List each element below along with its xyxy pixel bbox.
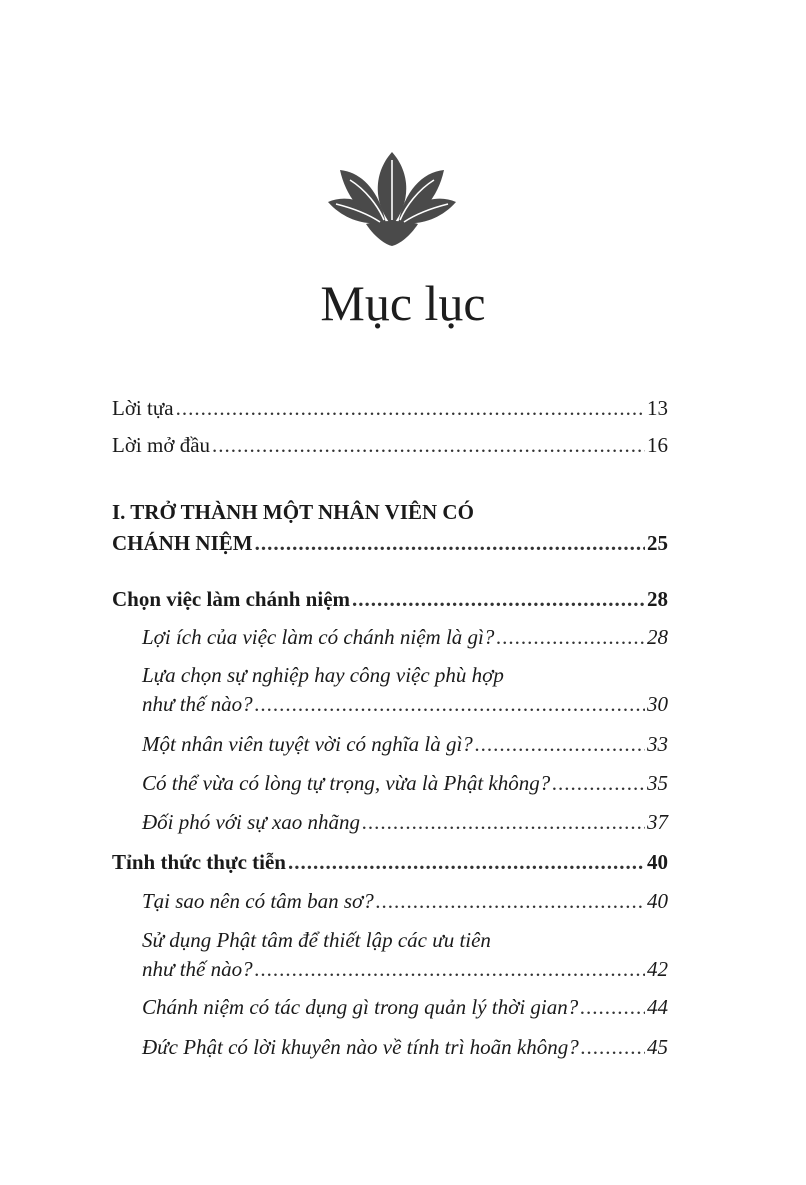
toc-item-label: Đối phó với sự xao nhãng <box>142 810 361 834</box>
toc-entry-label: Lời mở đầu <box>112 433 211 457</box>
toc-section-title: Chọn việc làm chánh niệm <box>112 587 351 611</box>
dot-leader <box>376 886 645 916</box>
toc-page-number: 42 <box>647 957 668 981</box>
toc-page-number: 30 <box>647 692 668 716</box>
toc-item-line2: như thế nào? <box>142 692 253 716</box>
toc-section-practical-awareness[interactable] <box>112 847 668 877</box>
toc-part-title-line2: CHÁNH NIỆM <box>112 531 253 555</box>
toc-item-label: Đức Phật có lời khuyên nào về tính trì hoãn không? <box>142 1035 579 1059</box>
toc-item-label: Lợi ích của việc làm có chánh niệm là gì? <box>142 625 495 649</box>
toc-page-number: 37 <box>647 810 668 834</box>
toc-item-label: Chánh niệm có tác dụng gì trong quản lý thời gian? <box>142 995 579 1019</box>
toc-page-number: 25 <box>647 531 668 555</box>
toc-item[interactable] <box>142 886 668 916</box>
toc-page-number: 13 <box>647 396 668 420</box>
toc-entry-foreword[interactable] <box>112 393 668 423</box>
toc-item[interactable] <box>142 807 668 837</box>
lotus-icon <box>326 150 458 248</box>
dot-leader <box>255 954 645 984</box>
toc-item-label: Tại sao nên có tâm ban sơ? <box>142 889 374 913</box>
toc-page-number: 33 <box>647 732 668 756</box>
dot-leader <box>362 807 645 837</box>
dot-leader <box>352 584 645 614</box>
dot-leader <box>288 847 645 877</box>
toc-item-line1[interactable]: Sử dụng Phật tâm để thiết lập các ưu tiên <box>142 928 491 952</box>
toc-page-number: 16 <box>647 433 668 457</box>
dot-leader <box>475 729 645 759</box>
dot-leader <box>255 689 645 719</box>
toc-entry-label: Lời tựa <box>112 396 174 420</box>
page-title: Mục lục <box>320 275 486 331</box>
dot-leader <box>212 430 645 460</box>
toc-item-line2: như thế nào? <box>142 957 253 981</box>
toc-page-number: 40 <box>647 889 668 913</box>
toc-item[interactable] <box>142 729 668 759</box>
toc-page-number: 28 <box>647 625 668 649</box>
toc-item-label: Một nhân viên tuyệt vời có nghĩa là gì? <box>142 732 473 756</box>
toc-item[interactable] <box>142 1032 668 1062</box>
dot-leader <box>496 622 645 652</box>
dot-leader <box>176 393 645 423</box>
toc-part-title-line1[interactable]: I. TRỞ THÀNH MỘT NHÂN VIÊN CÓ <box>112 500 474 524</box>
toc-item-label: Có thể vừa có lòng tự trọng, vừa là Phật không? <box>142 771 551 795</box>
dot-leader <box>581 1032 645 1062</box>
toc-section-mindful-work[interactable] <box>112 584 668 614</box>
toc-page-number: 35 <box>647 771 668 795</box>
dot-leader <box>580 992 645 1022</box>
toc-item-line1[interactable]: Lựa chọn sự nghiệp hay công việc phù hợp <box>142 663 504 687</box>
dot-leader <box>552 768 645 798</box>
toc-item[interactable] <box>142 768 668 798</box>
toc-page-number: 45 <box>647 1035 668 1059</box>
toc-page-number: 40 <box>647 850 668 874</box>
toc-item[interactable] <box>142 954 668 984</box>
toc-item[interactable] <box>142 992 668 1022</box>
toc-page-number: 28 <box>647 587 668 611</box>
toc-item[interactable] <box>142 689 668 719</box>
dot-leader <box>255 528 645 558</box>
toc-item[interactable] <box>142 622 668 652</box>
toc-section-title: Tỉnh thức thực tiễn <box>112 850 286 874</box>
toc-entry-introduction[interactable] <box>112 430 668 460</box>
toc-entry-part1[interactable] <box>112 528 668 558</box>
toc-page-number: 44 <box>647 995 668 1019</box>
